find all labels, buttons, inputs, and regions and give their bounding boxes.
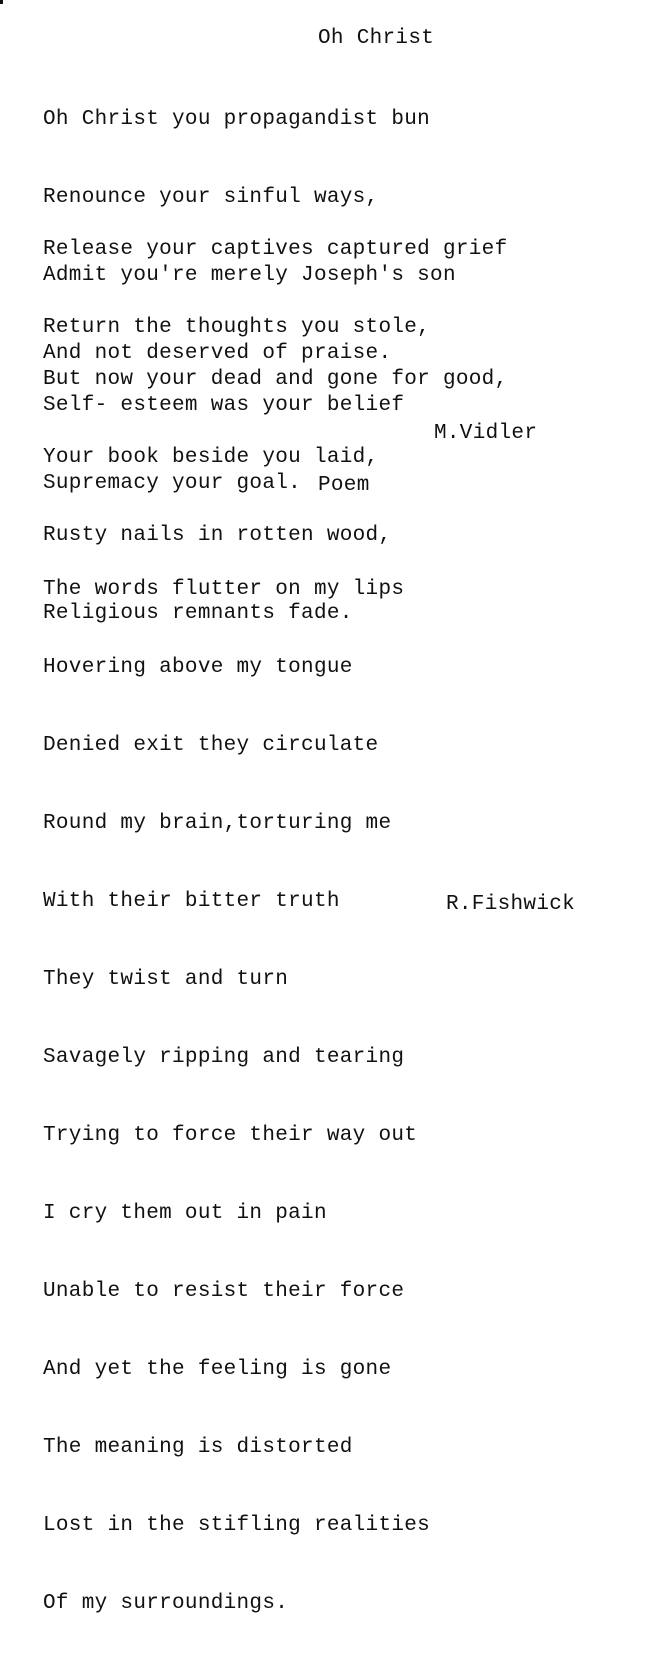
poem-line: Lost in the stifling realities (43, 1514, 431, 1537)
poem-2-body (43, 525, 430, 1669)
poem-line: I cry them out in pain (43, 1202, 327, 1225)
poem-line: Admit you're merely Joseph's son (43, 264, 456, 287)
poem-line: And not deserved of praise. (43, 342, 392, 365)
poem-line: The meaning is distorted (43, 1436, 353, 1459)
author-m-vidler: M.Vidler (434, 422, 538, 445)
ink-speck (0, 0, 3, 4)
poem-line: Trying to force their way out (43, 1124, 418, 1147)
poem-line: But now your dead and gone for good, (43, 368, 508, 391)
poem-line: They twist and turn (43, 968, 289, 991)
poem-line: Oh Christ you propagandist bun (43, 108, 431, 131)
poem-line: Of my surroundings. (43, 1592, 289, 1615)
poem-line: Unable to resist their force (43, 1280, 405, 1303)
poem-title-oh-christ: Oh Christ (318, 27, 435, 50)
poem-line: Hovering above my tongue (43, 656, 353, 679)
poem-line: And yet the feeling is gone (43, 1358, 392, 1381)
poem-line: Your book beside you laid, (43, 446, 379, 469)
poem-line: Denied exit they circulate (43, 734, 379, 757)
poem-line: Savagely ripping and tearing (43, 1046, 405, 1069)
poem-line: Return the thoughts you stole, (43, 316, 431, 339)
poem-line: Self- esteem was your belief (43, 394, 405, 417)
author-r-fishwick: R.Fishwick (446, 893, 576, 916)
poem-line: Religious remnants fade. (43, 602, 353, 625)
poem-line: Rusty nails in rotten wood, (43, 524, 392, 547)
poem-line: Round my brain,torturing me (43, 812, 392, 835)
poem-line: With their bitter truth (43, 890, 340, 913)
poem-line: Release your captives captured grief (43, 238, 508, 261)
poem-line: The words flutter on my lips (43, 578, 405, 601)
poem-line: Supremacy your goal. (43, 472, 302, 495)
poem-line: Renounce your sinful ways, (43, 186, 379, 209)
poem-title-poem: Poem (318, 474, 370, 497)
